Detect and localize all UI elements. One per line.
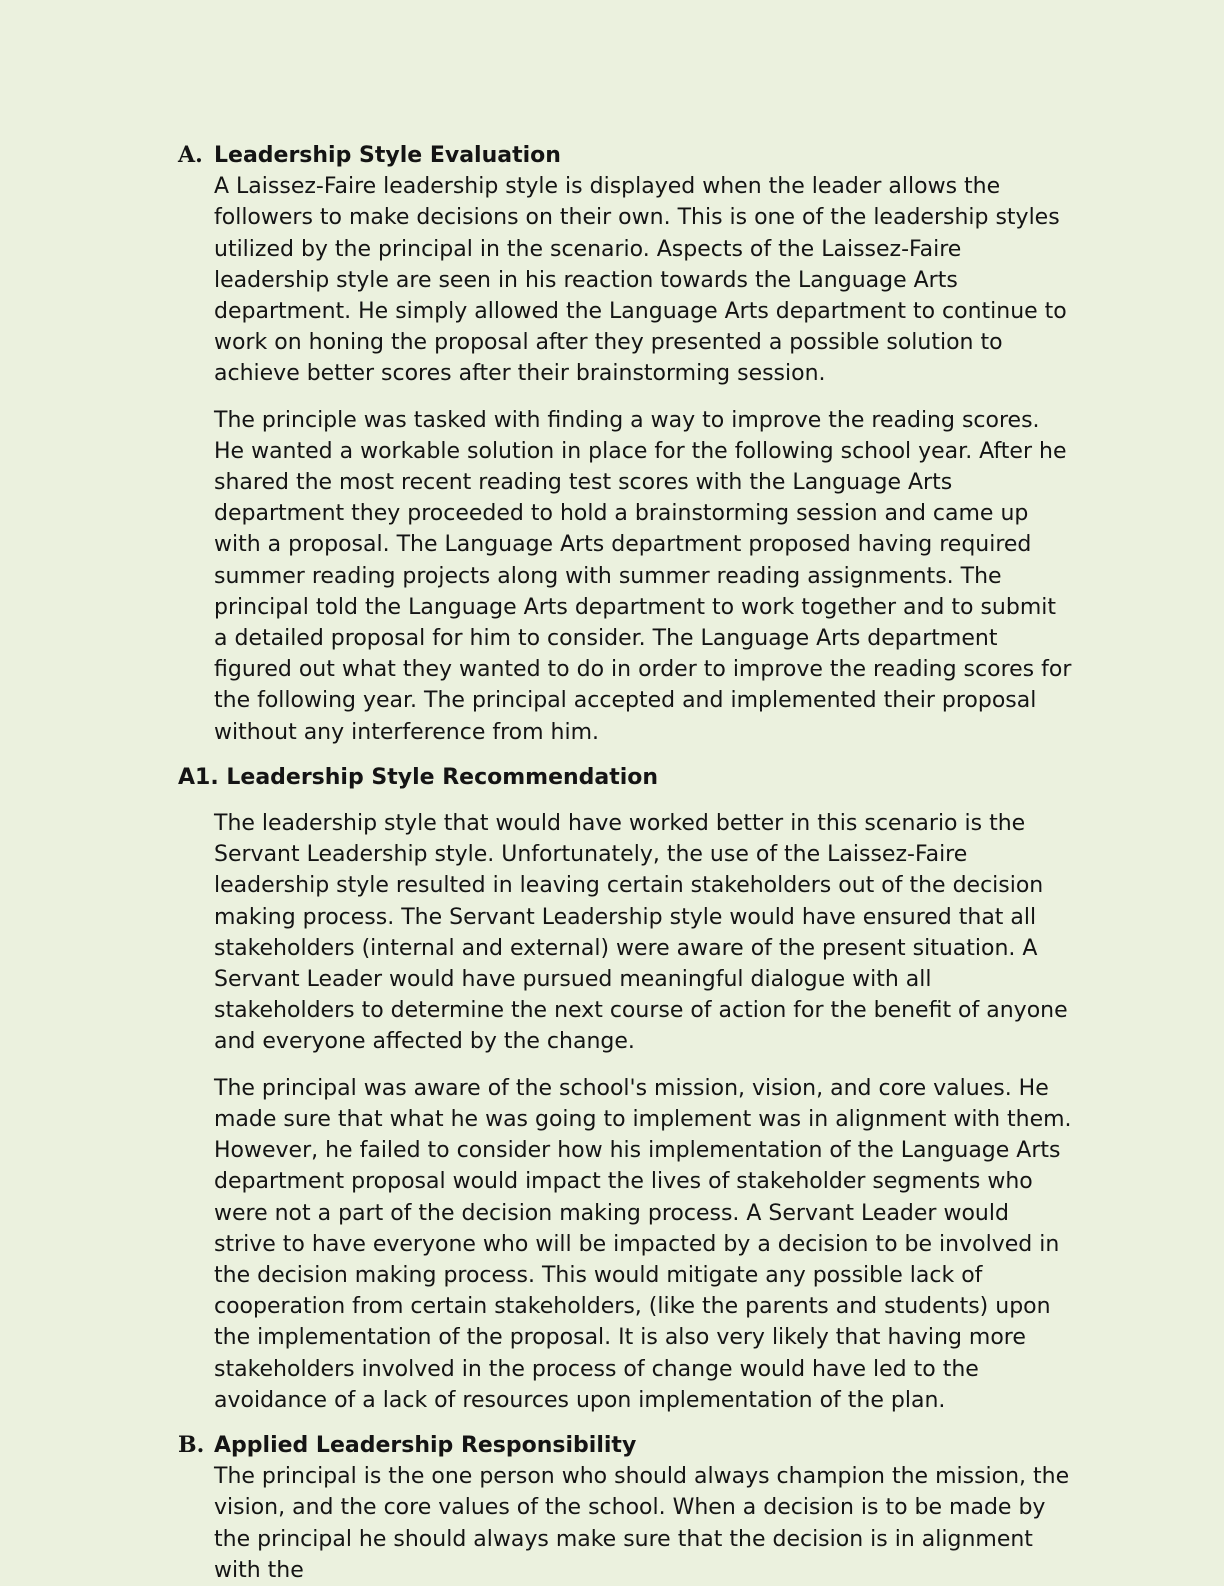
section-a-body [214, 171, 1074, 748]
section-a-heading [178, 140, 1068, 171]
section-b [178, 1430, 1068, 1586]
section-a1-paragraph-1: The leadership style that would have worked better in this scenario is the Servant Leadership style. Unfortunately, the use of the Laissez-Faire leadership style resulted in leaving certain stakeholders out of the decision making process. The Servant Leadership style would have ensured that all stakeholders (internal and external) were aware of the present situation. A Servant Leader would have pursued meaningful dialogue with all stakeholders to determine the next course of action for the benefit of anyone and everyone affected by the change. [214, 811, 1068, 1055]
section-a1-paragraph-2: The principal was aware of the school's mission, vision, and core values. He made sure that what he was going to implement was in alignment with them. However, he failed to consider how his implementation of the Language Arts department proposal would impact the lives of stakeholder segments who were not a part of the decision making process. A Servant Leader would strive to have everyone who will be impacted by a decision to be involved in the decision making process. This would mitigate any possible lack of cooperation from certain stakeholders, (like the parents and students) upon the implementation of the proposal. It is also very likely that having more stakeholders involved in the process of change would have led to the avoidance of a lack of resources upon implementation of the plan. [214, 1075, 1072, 1413]
section-a1 [178, 762, 1072, 1416]
section-a1-body [214, 808, 1074, 1416]
section-a-paragraph-1: A Laissez-Faire leadership style is displayed when the leader allows the followers to make decisions on their own. This is one of the leadership styles utilized by the principal in the scenario. Aspects of the Laissez-Faire leadership style are seen in his reaction towards the Language Arts department. He simply allowed the Language Arts department to continue to work on honing the proposal after they presented a possible solution to achieve better scores after their brainstorming session. [214, 174, 1067, 387]
section-a1-heading [178, 762, 1068, 793]
section-b-marker: B. [178, 1431, 205, 1458]
section-b-paragraph-1: The principal is the one person who should always champion the mission, the vision, and the core values of the school. When a decision is to be made by the principal he should always make sure that the decision is in alignment with the [214, 1464, 1070, 1583]
section-b-heading [178, 1430, 1068, 1461]
section-a-title: Leadership Style Evaluation [214, 143, 561, 168]
section-a-paragraph-2: The principle was tasked with finding a way to improve the reading scores. He wanted a workable solution in place for the following school year. After he shared the most recent reading test scores with the Language Arts department they proceeded to hold a brainstorming session and came up with a proposal. The Language Arts department proposed having required summer reading projects along with summer reading assignments. The principal told the Language Arts department to work together and to submit a detailed proposal for him to consider. The Language Arts department figured out what they wanted to do in order to improve the reading scores for the following year. The principal accepted and implemented their proposal without any interference from him. [214, 407, 1072, 745]
section-a-marker: A. [178, 142, 203, 168]
section-a1-marker: A1. [178, 764, 219, 790]
section-b-title: Applied Leadership Responsibility [214, 1432, 637, 1458]
section-b-body [214, 1461, 1074, 1586]
section-a1-title: Leadership Style Recommendation [226, 764, 659, 790]
document-page [178, 140, 1072, 1586]
section-a [178, 140, 1072, 748]
